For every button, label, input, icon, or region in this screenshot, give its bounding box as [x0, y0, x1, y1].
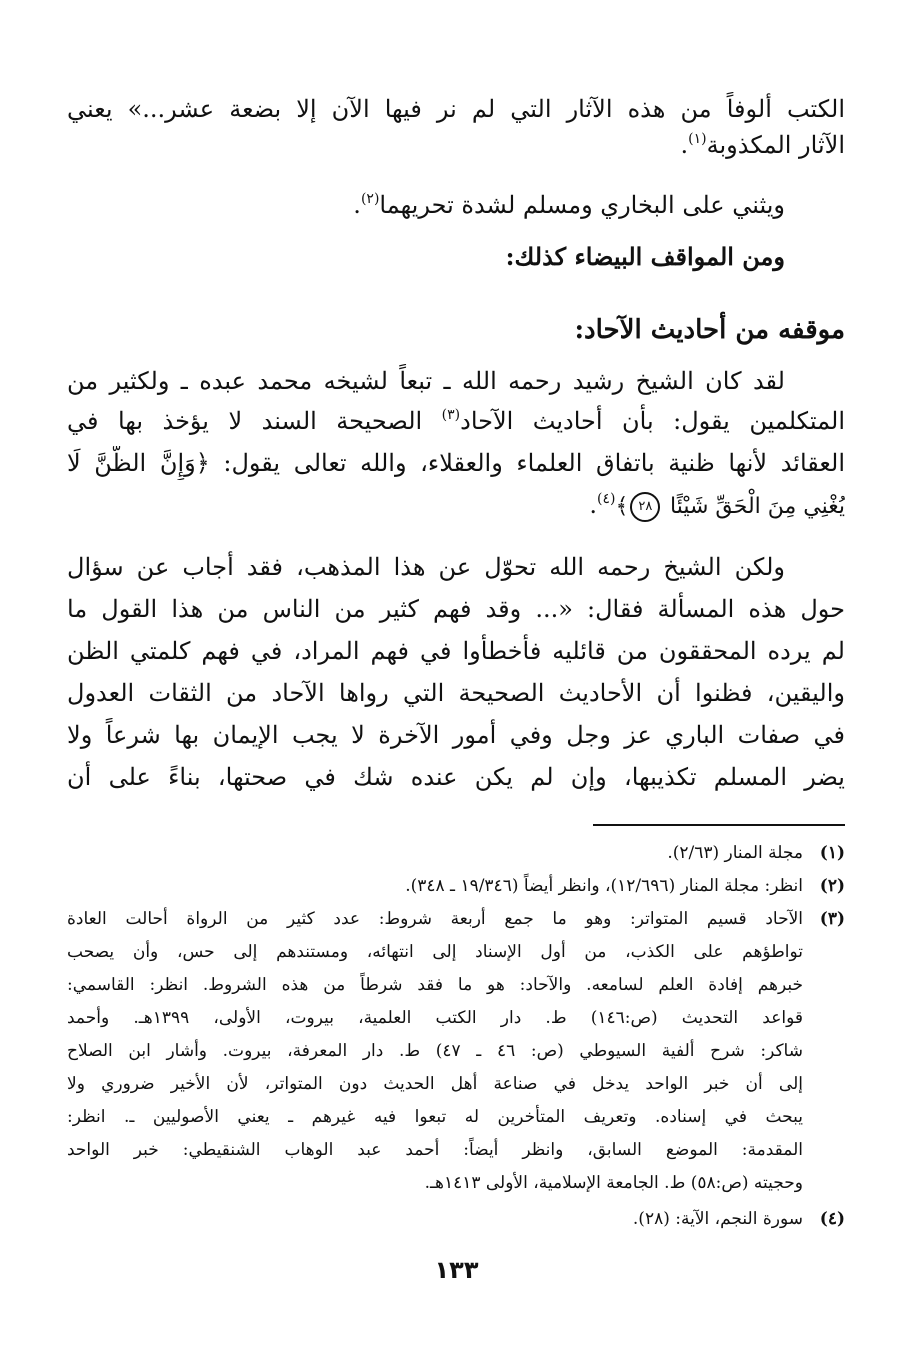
body-line: واليقين، فظنوا أن الأحاديث الصحيحة التي رواها الآحاد من الثقات العدول — [67, 679, 845, 707]
body-text: الصحيحة السند لا يؤخذ بها في — [67, 407, 423, 435]
footnote-number: (٤) — [819, 1209, 845, 1229]
footnote — [67, 873, 845, 900]
body-line: حول هذه المسألة فقال: «... وقد فهم كثير من الناس من هذا القول ما — [67, 595, 845, 623]
footnote-text: قواعد التحديث (ص:١٤٦) ط. دار الكتب العلمية، بيروت، الأولى، ١٣٩٩هـ. وأحمد — [67, 1008, 803, 1028]
ayah-number-badge: ٢٨ — [630, 492, 660, 522]
page-number: ١٣٣ — [434, 1256, 479, 1284]
footnote — [67, 1206, 845, 1233]
footnote-text: وحجيته (ص:٥٨) ط. الجامعة الإسلامية، الأولى ١٤١٣هـ. — [424, 1173, 803, 1193]
footnote-text: خبرهم إفادة العلم لسامعه. والآحاد: هو ما فقد شرطاً من هذه الشروط. انظر: القاسمي: — [67, 975, 803, 995]
footnote-text: تواطؤهم على الكذب، من أول الإسناد إلى انتهائه، ومستندهم إلى حس، وأن يصحب — [67, 942, 803, 962]
footnote-number: (١) — [819, 843, 845, 863]
body-line: يُغْنِي مِنَ الْحَقِّ شَيْئًا ٢٨﴾$^{(٤)}$. — [67, 488, 845, 524]
body-line: الآثار المكذوبة$^{(١)}$. — [680, 131, 845, 159]
footnote-text: سورة النجم، الآية: (٢٨). — [632, 1209, 803, 1229]
footnote-number: (٣) — [819, 909, 845, 929]
bold-paragraph: ومن المواقف البيضاء كذلك: — [505, 242, 785, 271]
body-text: المتكلمين يقول: بأن أحاديث الآحاد — [460, 407, 845, 435]
footnote-ref: (٤) — [596, 491, 616, 507]
quran-verse: يُغْنِي مِنَ الْحَقِّ شَيْئًا — [669, 494, 845, 519]
body-text: الآثار المكذوبة — [706, 131, 845, 159]
footnote-text: شاكر: شرح ألفية السيوطي (ص: ٤٦ ـ ٤٧) ط. دار المعرفة، بيروت. وأشار ابن الصلاح — [67, 1041, 803, 1061]
footnote-text: إلى أن خبر الواحد يدخل في صناعة أهل الحديث دون المتواتر، لأن الأخير ضروري ولا — [67, 1074, 803, 1094]
section-heading: موقفه من أحاديث الآحاد: — [574, 315, 845, 345]
body-line: لم يرده المحققون من قائليه فأخطأوا في فهم المراد، في فهم كلمتي الظن — [67, 637, 845, 665]
body-line: ولكن الشيخ رحمه الله تحوّل عن هذا المذهب، فقد أجاب عن سؤال — [67, 553, 785, 581]
body-line — [67, 404, 845, 438]
body-line: يضر المسلم تكذيبها، وإن لم يكن عنده شك في صحتها، بناءً على أن — [67, 763, 845, 791]
body-line: في صفات الباري عز وجل وفي أمور الآخرة لا يجب الإيمان بها شرعاً ولا — [67, 721, 845, 749]
footnote-ref: (١) — [688, 131, 707, 147]
footnote-separator — [593, 824, 845, 826]
footnote-text: الآحاد قسيم المتواتر: وهو ما جمع أربعة شروط: عدد كثير من الرواة أحالت العادة — [67, 909, 803, 929]
footnote-text: انظر: مجلة المنار (١٢/٦٩٦)، وانظر أيضاً (١٩/٣٤٦ ـ ٣٤٨). — [405, 876, 803, 896]
footnote — [67, 906, 845, 933]
body-line: الكتب ألوفاً من هذه الآثار التي لم نر فيها الآن إلا بضعة عشر...» يعني — [67, 95, 845, 123]
body-line: العقائد لأنها ظنية باتفاق العلماء والعقلاء، والله تعالى يقول: ﴿وَإِنَّ الظَّنَّ لَا — [67, 449, 845, 477]
footnote-ref: (٣) — [441, 407, 461, 423]
footnote-text: مجلة المنار (٢/٦٣). — [667, 843, 803, 863]
footnote-ref: (٢) — [360, 191, 380, 207]
body-text: ويثني على البخاري ومسلم لشدة تحريهما — [379, 191, 785, 219]
footnote-text: المقدمة: الموضع السابق، وانظر أيضاً: أحمد عبد الوهاب الشنقيطي: خبر الواحد — [67, 1140, 803, 1160]
footnote — [67, 840, 845, 867]
body-line: ويثني على البخاري ومسلم لشدة تحريهما$^{(٢)}$. — [353, 191, 785, 219]
footnote-number: (٢) — [819, 876, 845, 896]
footnote-text: يبحث في إسناده. وتعريف المتأخرين له تبعوا فيه غيرهم ـ يعني الأصوليين ـ. انظر: — [67, 1107, 803, 1127]
body-line: لقد كان الشيخ رشيد رحمه الله ـ تبعاً لشيخه محمد عبده ـ ولكثير من — [67, 367, 785, 395]
